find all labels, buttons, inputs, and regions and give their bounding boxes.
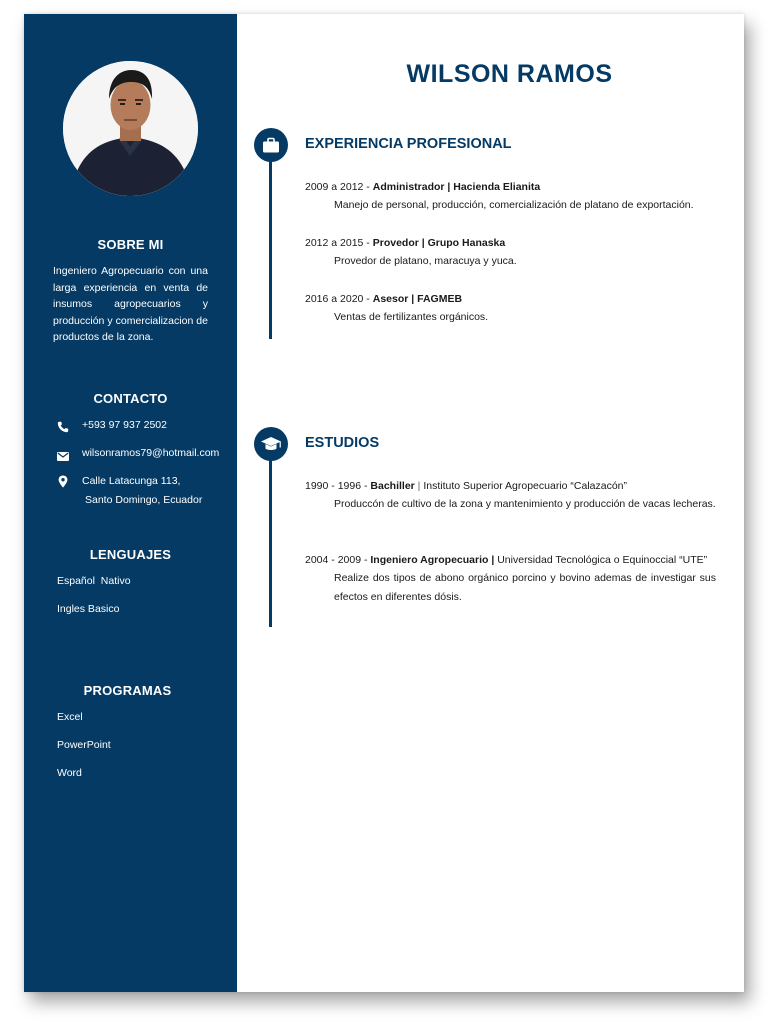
experience-entry	[305, 234, 716, 271]
language-item: Ingles Basico	[57, 603, 120, 615]
entry-description: Manejo de personal, producción, comercialización de platano de exportación.	[334, 199, 694, 211]
entry-dates: 1990 - 1996 -	[305, 480, 371, 492]
entry-degree: Bachiller	[370, 480, 415, 492]
experience-entry	[305, 178, 716, 215]
entry-school: Instituto Superior Agropecuario “Calazacón”	[423, 480, 628, 492]
education-entry	[305, 551, 716, 606]
education-entry	[305, 477, 716, 514]
entry-description: Provedor de platano, maracuya y yuca.	[334, 255, 517, 267]
address-line-2: Santo Domingo, Ecuador	[85, 494, 203, 506]
graduation-cap-icon	[254, 427, 288, 461]
entry-description: Ventas de fertilizantes orgánicos.	[334, 311, 489, 323]
program-item: Word	[57, 767, 82, 779]
programs-heading: PROGRAMAS	[83, 683, 172, 698]
entry-degree: Ingeniero Agropecuario	[370, 554, 489, 566]
program-item: PowerPoint	[57, 739, 111, 751]
entry-separator: |	[414, 480, 424, 492]
briefcase-icon	[254, 128, 288, 162]
entry-description: Realize dos tipos de abono orgánico porcino y bovino ademas de investigar sus efectos en diferentes dósis.	[334, 572, 716, 603]
entry-role: Provedor | Grupo Hanaska	[372, 237, 506, 249]
entry-dates: 2016 a 2020 -	[305, 293, 373, 305]
entry-dates: 2009 a 2012 -	[305, 181, 373, 193]
entry-role: Administrador | Hacienda Elianita	[372, 181, 541, 193]
phone-text[interactable]: +593 97 937 2502	[82, 419, 167, 431]
entry-dates: 2012 a 2015 -	[305, 237, 373, 249]
language-item: Español Nativo	[57, 575, 131, 587]
profile-photo	[63, 61, 198, 196]
address-line-1: Calle Latacunga 113,	[82, 475, 181, 487]
sidebar	[24, 14, 237, 992]
envelope-icon	[57, 449, 69, 461]
program-item: Excel	[57, 711, 83, 723]
entry-description: Produccón de cultivo de la zona y mantenimiento y producción de vacas lecheras.	[334, 498, 716, 510]
entry-role: Asesor | FAGMEB	[372, 293, 463, 305]
entry-dates: 2004 - 2009 -	[305, 554, 371, 566]
languages-heading: LENGUAJES	[89, 547, 172, 562]
phone-icon	[57, 420, 69, 432]
entry-separator: |	[488, 554, 498, 566]
about-text: Ingeniero Agropecuario con una larga experiencia en venta de insumos agropecuarios y producción y comercializacion de productos de la zona.	[53, 265, 208, 343]
email-text[interactable]: wilsonramos79@hotmail.com	[82, 447, 220, 459]
entry-school: Universidad Tecnológica o Equinoccial “UTE”	[497, 554, 708, 566]
experience-heading: EXPERIENCIA PROFESIONAL	[305, 136, 512, 152]
timeline-line	[269, 459, 272, 627]
contact-heading: CONTACTO	[93, 391, 168, 406]
candidate-name: WILSON RAMOS	[406, 60, 613, 88]
resume-page	[24, 14, 744, 992]
education-heading: ESTUDIOS	[305, 435, 380, 451]
timeline-line	[269, 160, 272, 339]
experience-entry	[305, 290, 716, 327]
about-heading: SOBRE MI	[97, 237, 164, 252]
location-pin-icon	[57, 475, 69, 487]
